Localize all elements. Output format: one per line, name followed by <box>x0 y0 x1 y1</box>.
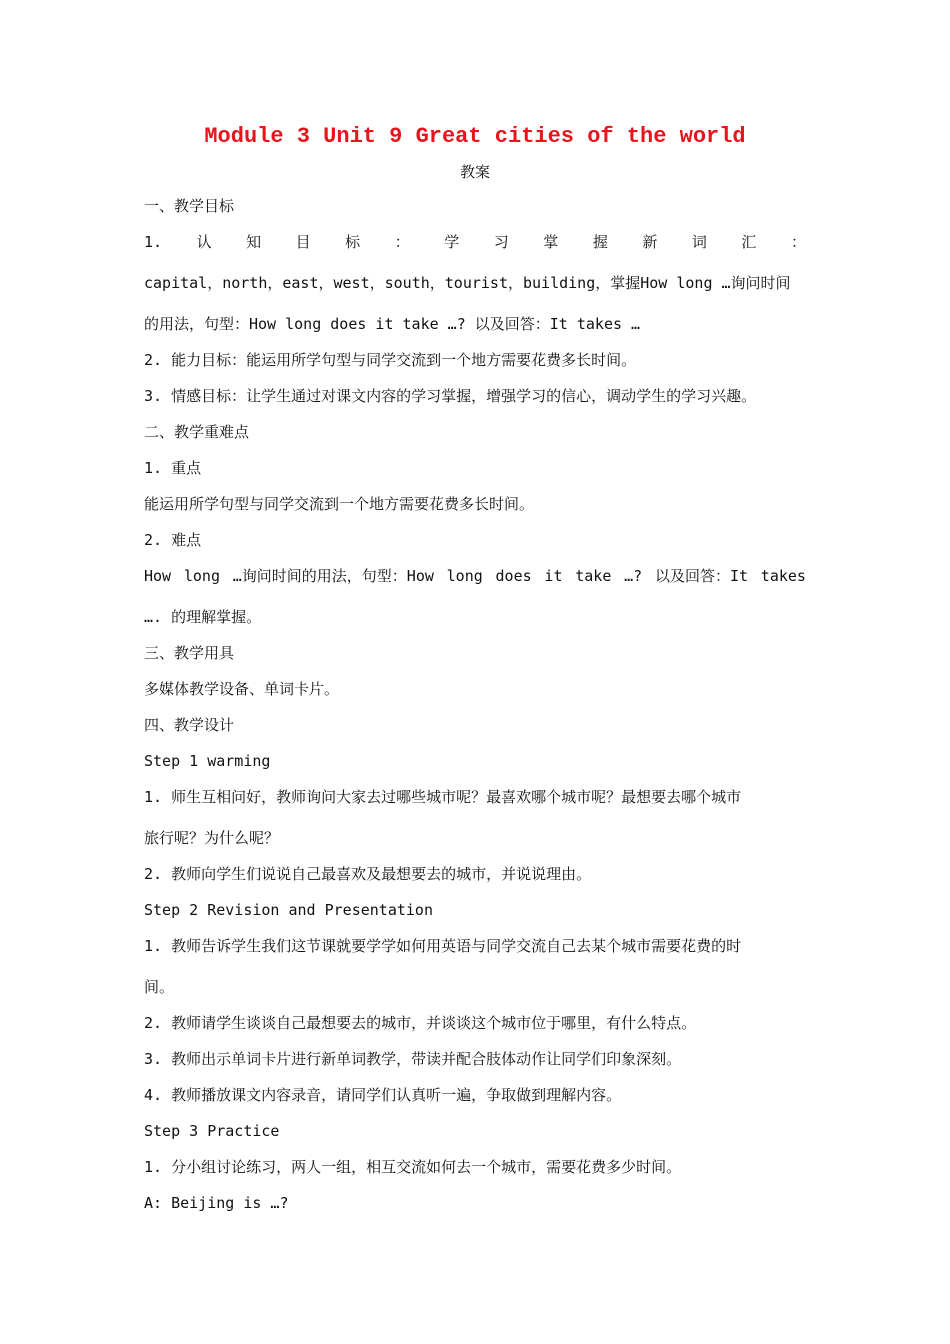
goal-1-char: 新 <box>642 233 658 251</box>
goal-1-char: ： <box>790 233 806 251</box>
step-2-heading: Step 2 Revision and Presentation <box>144 901 433 919</box>
difficulty-word: takes <box>760 567 806 585</box>
goal-1-char: 词 <box>691 233 707 251</box>
step-3-heading: Step 3 Practice <box>144 1122 280 1140</box>
goal-1-char: 标 <box>345 233 361 251</box>
difficulty-text-line <box>144 565 806 587</box>
goal-1-char: 握 <box>592 233 608 251</box>
section-heading-tools: 三、教学用具 <box>144 644 235 662</box>
step-1-item-2: 2. 教师向学生们说说自己最喜欢及最想要去的城市，并说说理由。 <box>144 865 592 883</box>
step-3-item-1: 1. 分小组讨论练习，两人一组，相互交流如何去一个城市，需要花费多少时间。 <box>144 1158 682 1176</box>
goal-1-char: 1. <box>144 233 163 251</box>
goal-3-line: 3. 情感目标：让学生通过对课文内容的学习掌握，增强学习的信心，调动学生的学习兴趣。 <box>144 387 757 405</box>
goal-1-char: 知 <box>246 233 262 251</box>
goal-1-char: 学 <box>444 233 460 251</box>
document-subtitle: 教案 <box>459 163 490 181</box>
step-2-item-1-cont: 间。 <box>144 978 175 996</box>
goal-1-vocab-line: capital，north，east，west，south，tourist，building，掌握How long …询问时间 <box>144 274 791 292</box>
difficulty-word: does <box>495 567 532 585</box>
section-heading-objectives: 一、教学目标 <box>144 197 235 215</box>
dialog-line-a: A: Beijing is …? <box>144 1194 289 1212</box>
key-point-heading: 1. 重点 <box>144 459 202 477</box>
goal-1-pattern-line: 的用法，句型：How long does it take …? 以及回答：It takes … <box>144 315 641 333</box>
difficulty-word: long <box>446 567 483 585</box>
difficulty-word: 以及回答：It <box>654 567 749 585</box>
step-2-item-3: 3. 教师出示单词卡片进行新单词教学，带读并配合肢体动作让同学们印象深刻。 <box>144 1050 682 1068</box>
step-2-item-4: 4. 教师播放课文内容录音，请同学们认真听一遍，争取做到理解内容。 <box>144 1086 622 1104</box>
goal-1-char: 目 <box>295 233 311 251</box>
difficulty-word: it <box>544 567 563 585</box>
goal-1-char: ： <box>394 233 410 251</box>
section-heading-key-points: 二、教学重难点 <box>144 423 250 441</box>
step-1-item-1-cont: 旅行呢？为什么呢？ <box>144 829 280 847</box>
step-1-heading: Step 1 warming <box>144 752 271 770</box>
goal-1-char: 汇 <box>741 233 757 251</box>
goal-1-char: 认 <box>196 233 212 251</box>
tools-text: 多媒体教学设备、单词卡片。 <box>144 680 340 698</box>
goal-1-char: 掌 <box>543 233 559 251</box>
section-heading-design: 四、教学设计 <box>144 716 235 734</box>
difficulty-text-end: …. 的理解掌握。 <box>144 608 262 626</box>
difficulty-word: …? <box>624 567 643 585</box>
goal-1-line <box>144 231 806 253</box>
goal-1-char: 习 <box>493 233 509 251</box>
step-2-item-1: 1. 教师告诉学生我们这节课就要学学如何用英语与同学交流自己去某个城市需要花费的时 <box>144 937 742 955</box>
difficulty-word: take <box>575 567 612 585</box>
step-1-item-1: 1. 师生互相问好，教师询问大家去过哪些城市呢？最喜欢哪个城市呢？最想要去哪个城市 <box>144 788 742 806</box>
difficulty-word: How <box>144 567 172 585</box>
difficulty-word: …询问时间的用法，句型：How <box>232 567 434 585</box>
document-title: Module 3 Unit 9 Great cities of the world <box>204 124 746 149</box>
difficulty-heading: 2. 难点 <box>144 531 202 549</box>
step-2-item-2: 2. 教师请学生谈谈自己最想要去的城市，并谈谈这个城市位于哪里，有什么特点。 <box>144 1014 697 1032</box>
goal-2-line: 2. 能力目标：能运用所学句型与同学交流到一个地方需要花费多长时间。 <box>144 351 637 369</box>
key-point-text: 能运用所学句型与同学交流到一个地方需要花费多长时间。 <box>144 495 535 513</box>
difficulty-word: long <box>183 567 220 585</box>
